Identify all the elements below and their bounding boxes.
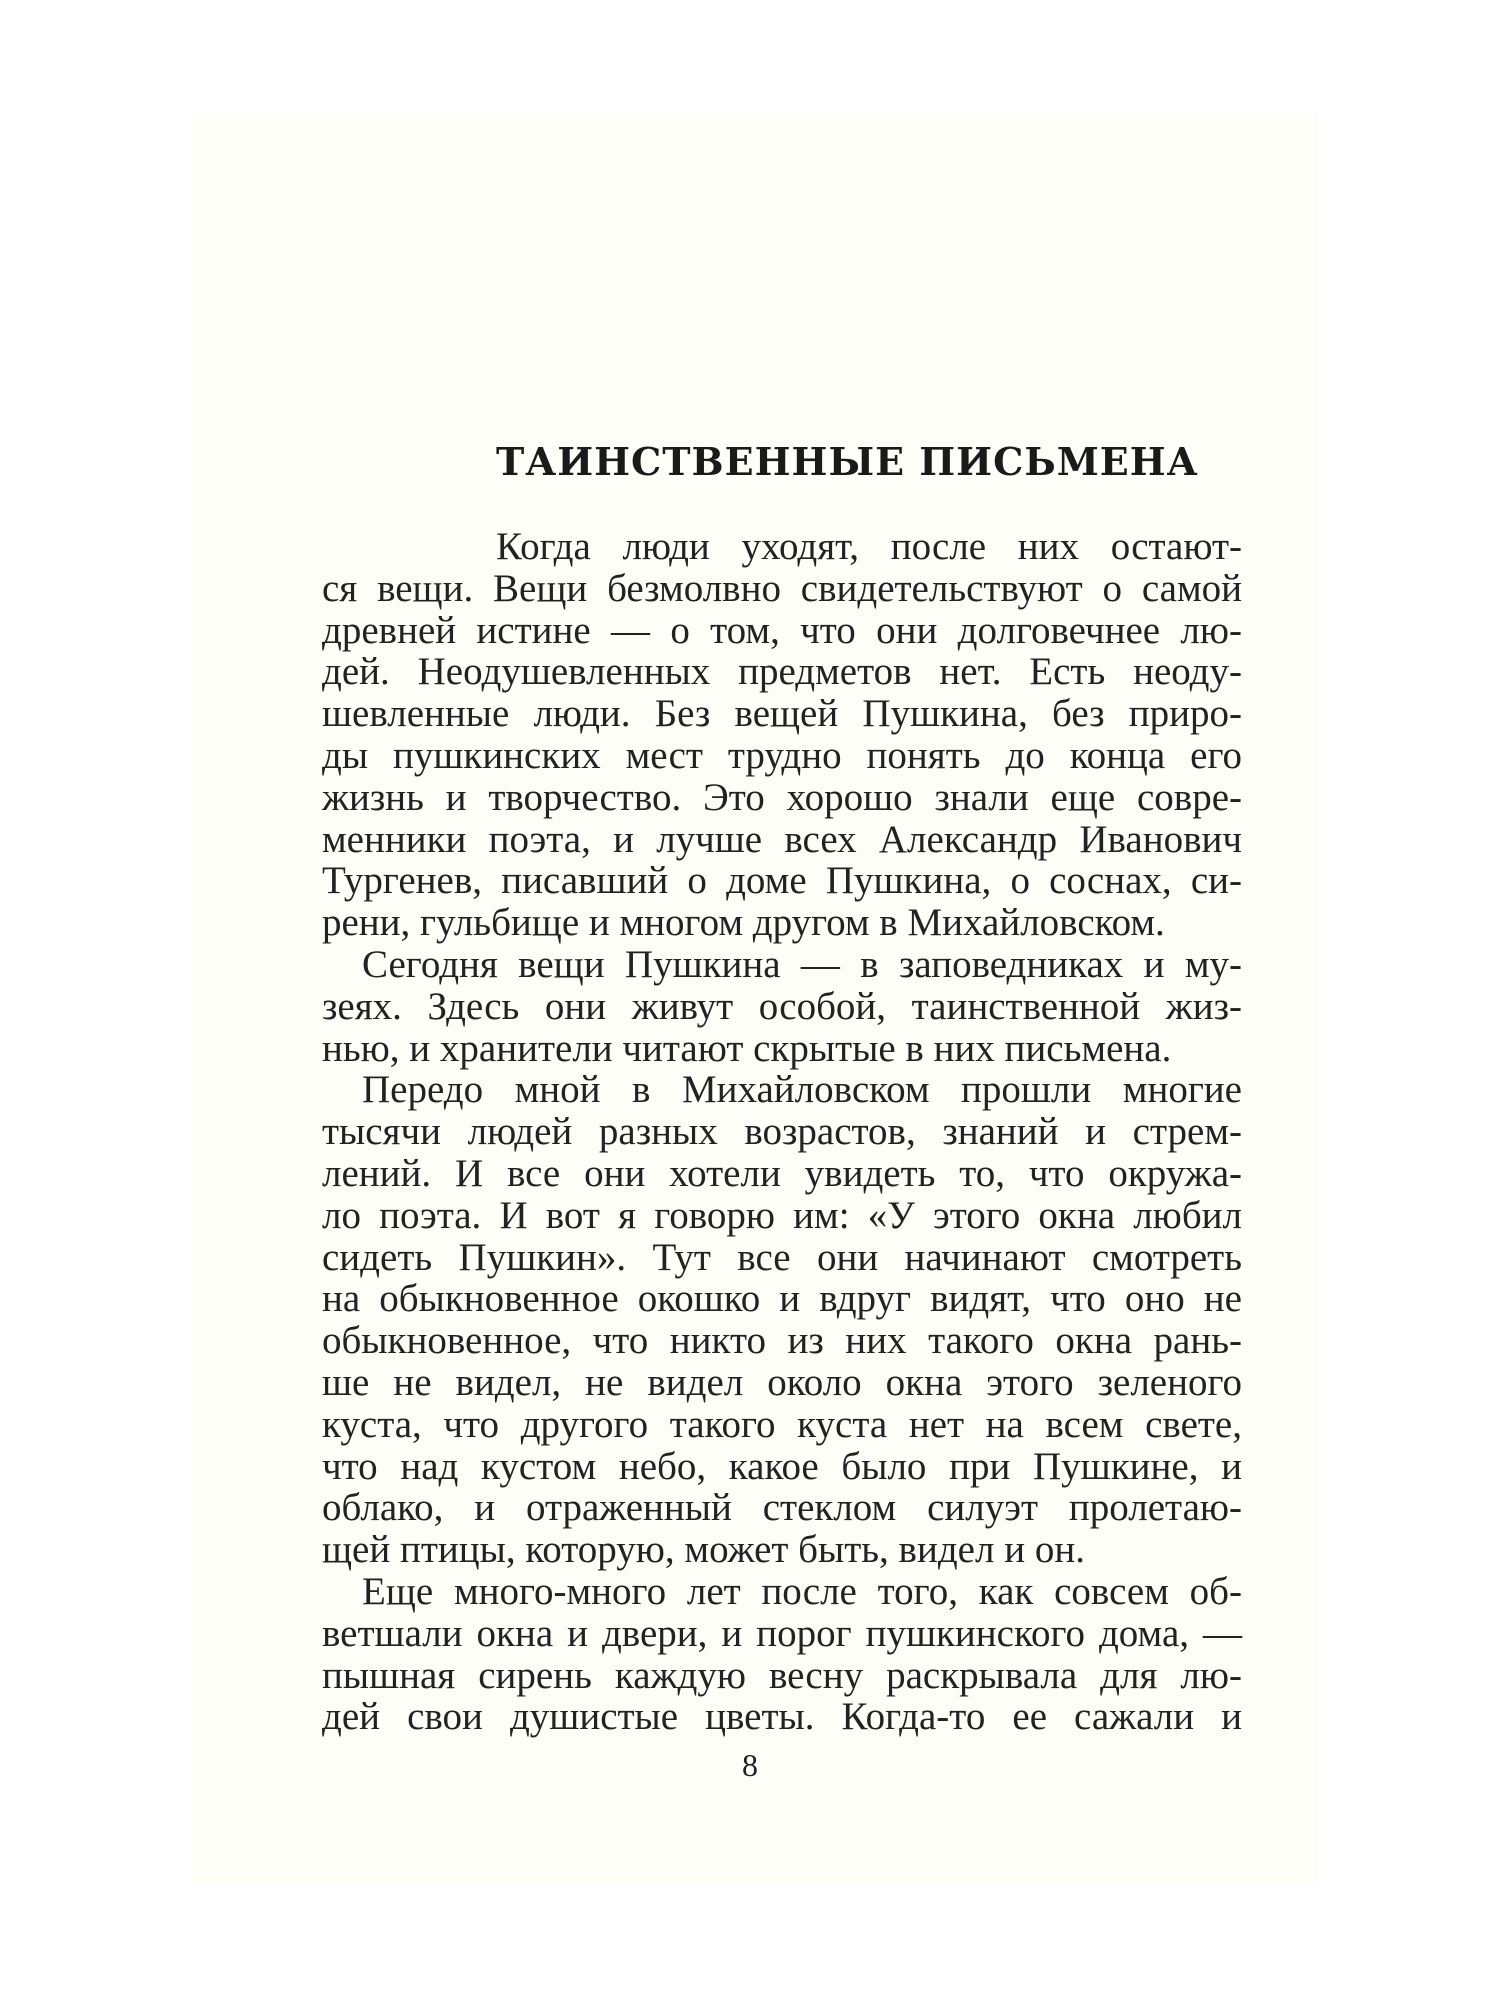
chapter-title: ТАИНСТВЕННЫЕ ПИСЬМЕНА <box>496 439 1199 484</box>
text-line: Тургенев, писавший о доме Пушкина, о соснах, си- <box>322 859 1242 903</box>
text-line: обыкновенное, что никто из них такого окна рань- <box>322 1319 1242 1363</box>
text-line: Сегодня вещи Пушкина — в заповедниках и му- <box>362 942 1242 986</box>
text-line: жизнь и творчество. Это хорошо знали еще совре- <box>322 775 1242 819</box>
text-line: что над кустом небо, какое было при Пушкине, и <box>322 1444 1242 1488</box>
text-line: шевленные люди. Без вещей Пушкина, без приро- <box>322 692 1242 736</box>
text-line: Передо мной в Михайловском прошли многие <box>362 1068 1242 1112</box>
text-line: рени, гульбище и многом другом в Михайловском. <box>322 901 1165 945</box>
page-number: 8 <box>742 1747 758 1783</box>
text-line: лений. И все они хотели увидеть то, что окружа- <box>322 1151 1242 1195</box>
text-line: Еще много-много лет после того, как совсем об- <box>362 1569 1242 1613</box>
text-line: нью, и хранители читают скрытые в них письмена. <box>322 1026 1172 1070</box>
text-line: дей свои душистые цветы. Когда-то ее сажали и <box>322 1695 1242 1739</box>
body-text <box>322 526 1242 1738</box>
text-line: пышная сирень каждую весну раскрывала для лю- <box>322 1653 1242 1697</box>
text-line: менники поэта, и лучше всех Александр Иванович <box>322 817 1242 861</box>
text-line: ветшали окна и двери, и порог пушкинского дома, — <box>322 1611 1242 1655</box>
text-line: ло поэта. И вот я говорю им: «У этого окна любил <box>322 1193 1242 1237</box>
text-line: древней истине — о том, что они долговечнее лю- <box>322 608 1242 652</box>
text-line: облако, и отраженный стеклом силуэт пролетаю- <box>322 1486 1242 1530</box>
text-line: щей птицы, которую, может быть, видел и он. <box>322 1528 1085 1572</box>
text-line: ся вещи. Вещи безмолвно свидетельствуют о самой <box>322 566 1242 610</box>
text-line: тысячи людей разных возрастов, знаний и стрем- <box>322 1110 1242 1154</box>
text-line: сидеть Пушкин». Тут все они начинают смотреть <box>322 1235 1242 1279</box>
text-line: на обыкновенное окошко и вдруг видят, что оно не <box>322 1277 1242 1321</box>
text-line: дей. Неодушевленных предметов нет. Есть неоду- <box>322 650 1242 694</box>
text-line: ды пушкинских мест трудно понять до конца его <box>322 733 1242 777</box>
text-line: куста, что другого такого куста нет на всем свете, <box>322 1402 1242 1446</box>
text-line: зеях. Здесь они живут особой, таинственной жиз- <box>322 984 1242 1028</box>
text-line: ше не видел, не видел около окна этого зеленого <box>322 1360 1242 1404</box>
text-line: Когда люди уходят, после них остают- <box>496 525 1242 568</box>
